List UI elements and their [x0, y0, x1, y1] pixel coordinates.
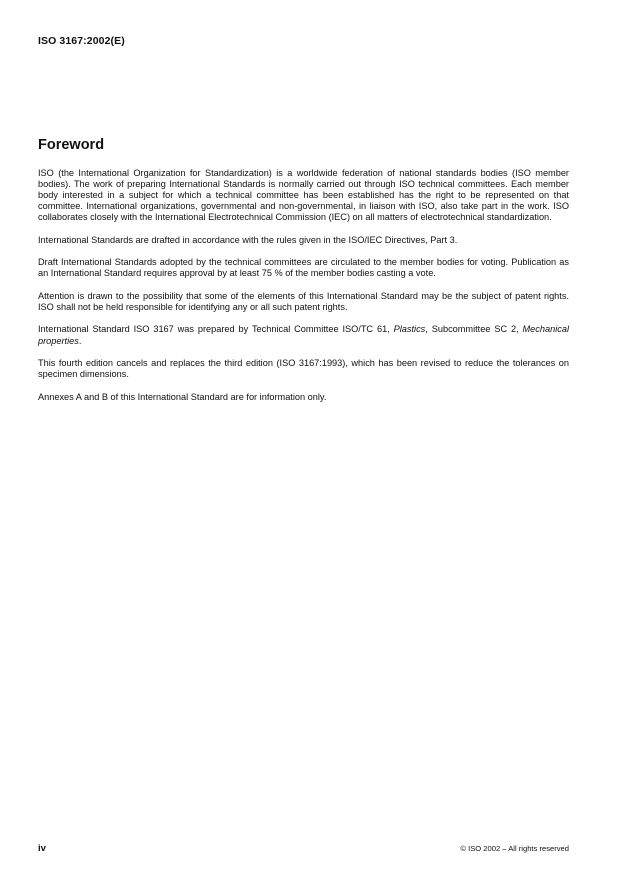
- paragraph-patent-rights: Attention is drawn to the possibility that some of the elements of this International Standard may be the subject of patent rights. ISO shall not be held responsible for identifying any or all such patent rights.: [38, 290, 569, 312]
- paragraph-directives: International Standards are drafted in accordance with the rules given in the ISO/IEC Directives, Part 3.: [38, 234, 458, 245]
- paragraph-edition: This fourth edition cancels and replaces the third edition (ISO 3167:1993), which has been revised to reduce the tolerances on specimen dimensions.: [38, 358, 569, 380]
- section-title: Foreword: [38, 137, 105, 153]
- committee-text-suffix: .: [78, 335, 82, 346]
- document-reference: ISO 3167:2002(E): [38, 35, 125, 47]
- paragraph-voting: Draft International Standards adopted by the technical committees are circulated to the member bodies for voting. Publication as an International Standard requires approval by at least 75 % of the member bodies casting a vote.: [38, 257, 569, 279]
- committee-text-prefix: International Standard ISO 3167 was prepared by Technical Committee ISO/TC 61,: [38, 324, 394, 335]
- paragraph-committee: [38, 324, 569, 346]
- paragraph-iso-intro: ISO (the International Organization for Standardization) is a worldwide federation of national standards bodies (ISO member bodies). The work of preparing International Standards is normally carried out through ISO technical committees. Each member body interested in a subject for which a technical committee has been established has the right to be represented on that committee. International organizations, governmental and non-governmental, in liaison with ISO, also take part in the work. ISO collaborates closely with the International Electrotechnical Commission (IEC) on all matters of electrotechnical standardization.: [38, 168, 569, 223]
- copyright-notice: © ISO 2002 – All rights reserved: [460, 844, 569, 853]
- page-number: iv: [38, 843, 46, 854]
- committee-text-middle: , Subcommittee SC 2,: [425, 324, 523, 335]
- committee-title: Plastics: [393, 324, 426, 335]
- paragraph-annexes: Annexes A and B of this International Standard are for information only.: [38, 391, 327, 402]
- subcommittee-title: Mechanical properties: [38, 324, 570, 346]
- foreword-body: [38, 168, 569, 414]
